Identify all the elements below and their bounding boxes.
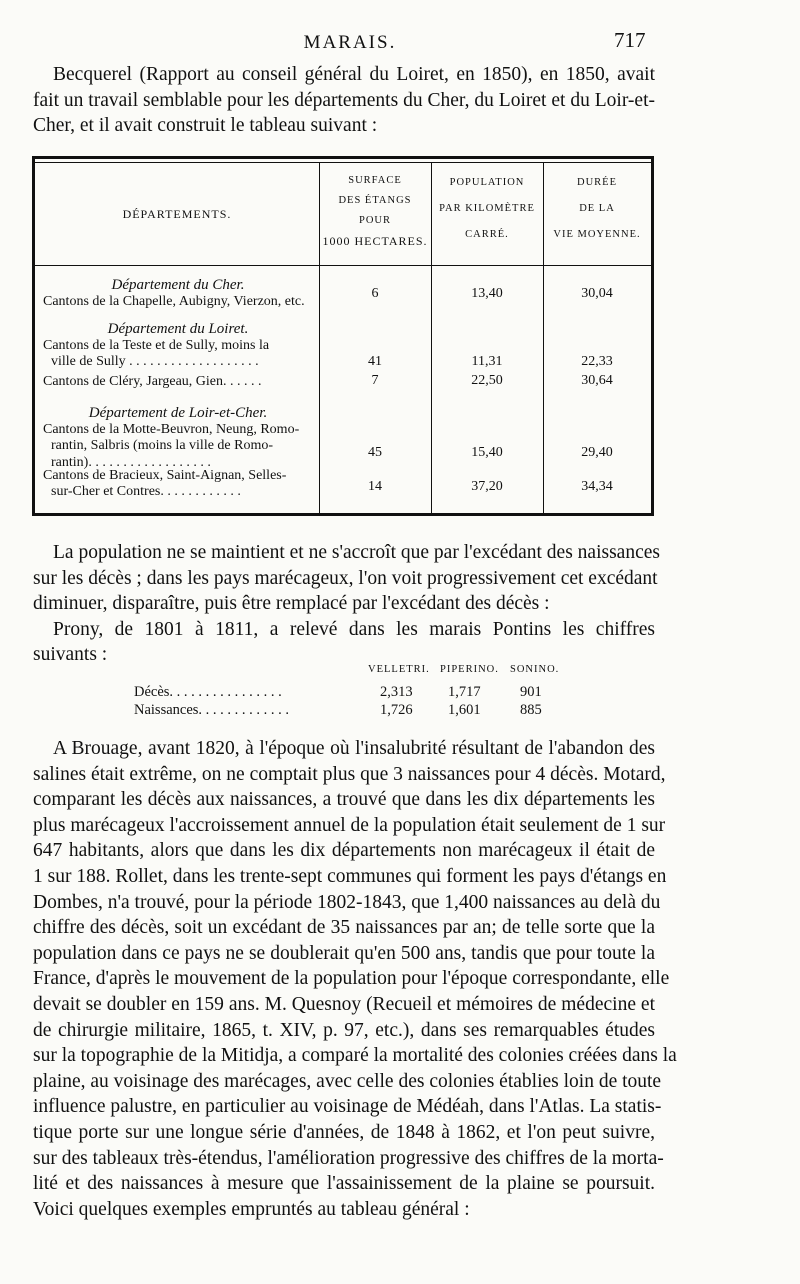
- cell-duree: 30,04: [581, 286, 613, 301]
- text-line: France, d'après le mouvement de la population pour l'époque correspondante, elle: [33, 968, 670, 990]
- column-header-surface: SURFACE DES ÉTANGS POUR 1000 HECTARES.: [322, 175, 428, 248]
- row-label: Cantons de la Chapelle, Aubigny, Vierzon, etc.: [43, 294, 305, 310]
- text-line: suivants :: [33, 644, 108, 666]
- text-line: de chirurgie militaire, 1865, t. XIV, p. 97, etc.), dans ses remarquables études: [33, 1019, 655, 1041]
- cell-surface: 14: [368, 479, 382, 494]
- row-label: sur-Cher et Contres. . . . . . . . . . . .: [51, 484, 241, 500]
- departments-table: [32, 156, 654, 516]
- text-line: Voici quelques exemples empruntés au tableau général :: [33, 1198, 470, 1220]
- text-line: Cher, et il avait construit le tableau suivant :: [33, 115, 378, 137]
- section-title: Département de Loir-et-Cher.: [88, 405, 268, 421]
- column-header-population: POPULATION PAR KILOMÈTRE CARRÉ.: [439, 177, 535, 240]
- text-line: Dombes, n'a trouvé, pour la période 1802-1843, que 1,400 naissances au delà du: [33, 891, 661, 913]
- pontins-table: [0, 660, 800, 720]
- table-row: [43, 374, 313, 390]
- text-line: chiffre des décès, soit un excédant de 35 naissances par an; de telle sorte que la: [33, 917, 655, 939]
- text-line: 647 habitants, alors que dans les dix départements non marécageux il était de: [33, 840, 655, 862]
- cell-surface: 6: [371, 286, 379, 301]
- text-line: diminuer, disparaître, puis être remplacé par l'excédant des décès :: [33, 593, 550, 615]
- cell-population: 22,50: [471, 373, 503, 388]
- table-row: [43, 468, 313, 500]
- table-row: [43, 405, 313, 471]
- page-number: 717: [614, 28, 646, 52]
- column-header: SONINO.: [510, 664, 560, 675]
- cell-duree: 22,33: [581, 354, 613, 369]
- section-title: Département du Cher.: [111, 277, 245, 293]
- table-cell: 885: [520, 702, 542, 718]
- text-line: Prony, de 1801 à 1811, a relevé dans les marais Pontins les chiffres: [53, 618, 655, 640]
- text-line: influence palustre, en particulier au voisinage de Médéah, dans l'Atlas. La statis-: [33, 1096, 662, 1118]
- column-header-departements: DÉPARTEMENTS.: [122, 207, 232, 221]
- row-label: Naissances. . . . . . . . . . . . .: [134, 702, 290, 718]
- text-line: sur la topographie de la Mitidja, a comparé la mortalité des colonies créées dans la: [33, 1045, 677, 1067]
- table-cell: 901: [520, 684, 542, 700]
- paragraph-2: [33, 540, 660, 668]
- text-line: plus marécageux l'accroissement annuel de la population était seulement de 1 sur: [33, 814, 666, 836]
- table-cell: 2,313: [380, 684, 413, 700]
- cell-duree: 34,34: [581, 479, 613, 494]
- section-title: Département du Loiret.: [107, 321, 249, 337]
- cell-duree: 29,40: [581, 445, 613, 460]
- row-label: Cantons de la Motte-Beuvron, Neung, Romo-: [43, 422, 300, 438]
- row-label: rantin). . . . . . . . . . . . . . . . . .: [51, 454, 211, 470]
- text-line: La population ne se maintient et ne s'accroît que par l'excédant des naissances: [53, 542, 660, 563]
- cell-surface: 7: [371, 373, 379, 388]
- row-label: rantin, Salbris (moins la ville de Romo-: [51, 438, 274, 454]
- text-line: lité et des naissances à mesure que l'assainissement de la plaine se poursuit.: [33, 1173, 655, 1195]
- cell-population: 13,40: [471, 286, 503, 301]
- table-row: [43, 277, 313, 310]
- table-cell: 1,601: [448, 702, 481, 718]
- column-header: VELLETRI.: [368, 664, 430, 675]
- text-line: sur les décès ; dans les pays marécageux, l'on voit progressivement cet excédant: [33, 567, 658, 589]
- text-line: comparant les décès aux naissances, a trouvé que dans les dix départements les: [33, 789, 655, 811]
- text-line: A Brouage, avant 1820, à l'époque où l'insalubrité résultant de l'abandon des: [53, 738, 655, 759]
- cell-population: 15,40: [471, 445, 503, 460]
- text-line: salines était extrême, on ne comptait plus que 3 naissances pour 4 décès. Motard,: [33, 763, 666, 785]
- running-header-title: MARAIS.: [303, 32, 397, 53]
- table-header-rule: [35, 265, 651, 266]
- cell-duree: 30,64: [581, 373, 613, 388]
- column-header: PIPERINO.: [440, 664, 499, 675]
- cell-population: 37,20: [471, 479, 503, 494]
- text-line: Becquerel (Rapport au conseil général du Loiret, en 1850), en 1850, avait: [53, 64, 655, 85]
- cell-surface: 41: [368, 354, 382, 369]
- cell-surface: 45: [368, 445, 382, 460]
- paragraph-3: [33, 736, 677, 1222]
- cell-population: 11,31: [471, 354, 503, 369]
- text-line: 1 sur 188. Rollet, dans les trente-sept communes qui forment les pays d'étangs en: [33, 865, 667, 887]
- row-label: Cantons de Bracieux, Saint-Aignan, Selles-: [43, 468, 287, 483]
- text-line: sur des tableaux très-étendus, l'amélioration progressive des chiffres de la morta-: [33, 1147, 664, 1169]
- column-header-duree: DURÉE DE LA VIE MOYENNE.: [553, 177, 641, 240]
- text-line: devait se doubler en 159 ans. M. Quesnoy (Recueil et mémoires de médecine et: [33, 993, 655, 1015]
- text-line: tique porte sur une longue série d'années, de 1848 à 1862, et l'on peut suivre,: [33, 1121, 655, 1143]
- text-line: population dans ce pays ne se doublerait qu'en 500 ans, tandis que pour toute la: [33, 942, 655, 964]
- row-label: Cantons de la Teste et de Sully, moins la: [43, 338, 270, 354]
- table-cell: 1,717: [448, 684, 481, 700]
- text-line: fait un travail semblable pour les départements du Cher, du Loiret et du Loir-et-: [33, 89, 655, 111]
- row-label: ville de Sully . . . . . . . . . . . . . . . . . . .: [51, 354, 259, 370]
- row-label: Cantons de Cléry, Jargeau, Gien. . . . . .: [43, 374, 262, 389]
- text-line: plaine, au voisinage des marécages, avec celle des colonies établies loin de toute: [33, 1070, 662, 1092]
- table-row: [43, 321, 313, 371]
- row-label: Décès. . . . . . . . . . . . . . . .: [134, 684, 282, 700]
- table-cell: 1,726: [380, 702, 413, 718]
- intro-paragraph: [33, 62, 655, 139]
